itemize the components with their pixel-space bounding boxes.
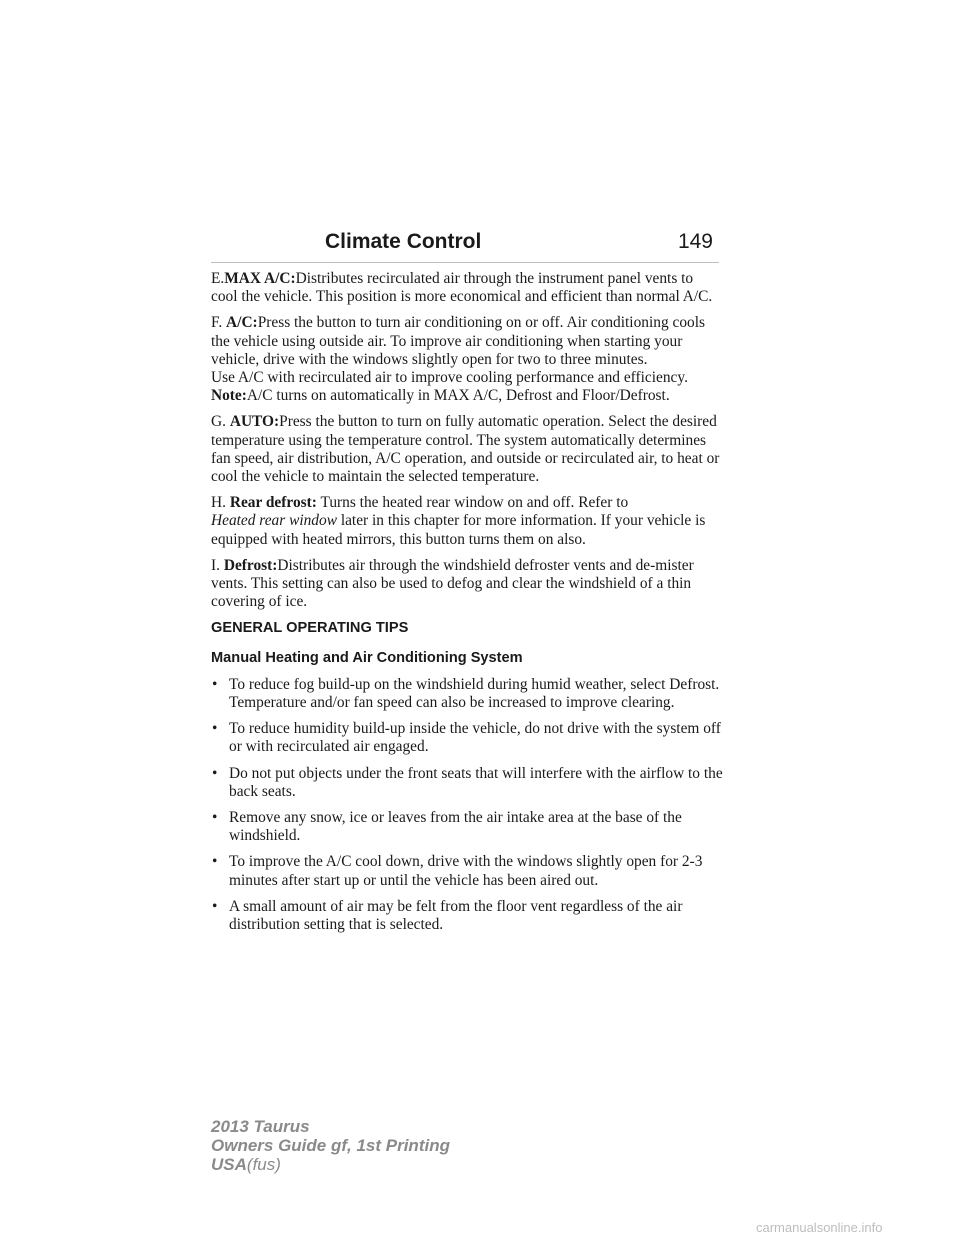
bullet-icon: •: [212, 720, 218, 738]
item-max-ac: [211, 270, 723, 306]
page-footer: [211, 1117, 450, 1174]
item-text: Press the button to turn on fully automatic operation. Select the desired temperature using the temperature control. The system automatically determines fan speed, air distribution, A/C operation, and outside or recirculated air, to heat or cool the vehicle to maintain the selected temperature.: [211, 413, 720, 486]
list-item: [211, 676, 723, 712]
tip-text: Remove any snow, ice or leaves from the air intake area at the base of the windshield.: [229, 809, 682, 845]
item-label: A/C:: [226, 314, 258, 332]
item-prefix: F.: [211, 314, 223, 332]
item-prefix: G.: [211, 413, 226, 431]
list-item: [211, 765, 723, 801]
cross-reference-link[interactable]: Heated rear window: [211, 512, 337, 530]
item-prefix: H.: [211, 494, 226, 512]
bullet-icon: •: [212, 675, 218, 693]
item-text: Press the button to turn air conditioning on or off. Air conditioning cools the vehicle using outside air. To improve air conditioning when starting your vehicle, drive with the windows slightly open for two to three minutes.: [211, 314, 705, 368]
page-header: [211, 228, 719, 263]
page-content: [211, 270, 723, 942]
item-text: later in this chapter for more information. If your vehicle is equipped with heated mirrors, this button turns them on also.: [211, 512, 706, 548]
item-prefix: E.: [211, 270, 225, 287]
bullet-icon: •: [212, 809, 218, 827]
tip-text: To reduce humidity build-up inside the vehicle, do not drive with the system off or with recirculated air engaged.: [229, 720, 721, 756]
list-item: [211, 853, 723, 889]
tips-list: [211, 676, 723, 934]
note: [211, 387, 723, 405]
ac-extra-text: Use A/C with recirculated air to improve cooling performance and efficiency.: [211, 369, 688, 387]
section-heading: GENERAL OPERATING TIPS: [211, 620, 409, 637]
tip-text: To reduce fog build-up on the windshield during humid weather, select Defrost. Temperature and/or fan speed can also be increased to improve clearing.: [229, 675, 720, 712]
item-auto: [211, 413, 723, 486]
chapter-title: Climate Control: [325, 230, 482, 253]
watermark: carmanualsonline.info: [756, 1220, 883, 1235]
tip-text: To improve the A/C cool down, drive with the windows slightly open for 2-3 minutes after start up or until the vehicle has been aired out.: [229, 853, 703, 889]
item-label: Rear defrost:: [229, 494, 317, 512]
tip-text: A small amount of air may be felt from the floor vent regardless of the air distribution setting that is selected.: [229, 897, 683, 934]
item-label: MAX A/C:: [224, 270, 296, 287]
subsection-heading: Manual Heating and Air Conditioning System: [211, 649, 523, 666]
item-label: AUTO:: [229, 413, 280, 431]
footer-model: 2013 Taurus: [211, 1117, 310, 1136]
item-label: Defrost:: [223, 556, 278, 574]
note-text: A/C turns on automatically in MAX A/C, Defrost and Floor/Defrost.: [246, 387, 670, 405]
footer-edition: Owners Guide gf, 1st Printing: [211, 1136, 450, 1155]
footer-region-main: USA: [211, 1155, 247, 1174]
item-prefix: I.: [211, 556, 220, 574]
page-number: 149: [677, 230, 713, 253]
bullet-icon: •: [212, 853, 218, 871]
item-text: Distributes air through the windshield defroster vents and de-mister vents. This setting can also be used to defog and clear the windshield of a thin covering of ice.: [211, 556, 694, 611]
list-item: [211, 898, 723, 934]
item-defrost: [211, 557, 723, 612]
note-label: Note:: [211, 387, 247, 405]
item-text: Distributes recirculated air through the instrument panel vents to cool the vehicle. This position is more economical and efficient than normal A/C.: [211, 270, 713, 306]
bullet-icon: •: [212, 764, 218, 782]
list-item: [211, 809, 723, 845]
bullet-icon: •: [212, 897, 218, 915]
item-text: Turns the heated rear window on and off. Refer to: [320, 494, 629, 512]
footer-region: [211, 1155, 450, 1174]
item-rear-defrost: [211, 494, 723, 549]
footer-region-code: (fus): [246, 1155, 281, 1174]
tip-text: Do not put objects under the front seats that will interfere with the airflow to the back seats.: [229, 764, 723, 800]
item-ac: [211, 314, 723, 369]
list-item: [211, 720, 723, 756]
